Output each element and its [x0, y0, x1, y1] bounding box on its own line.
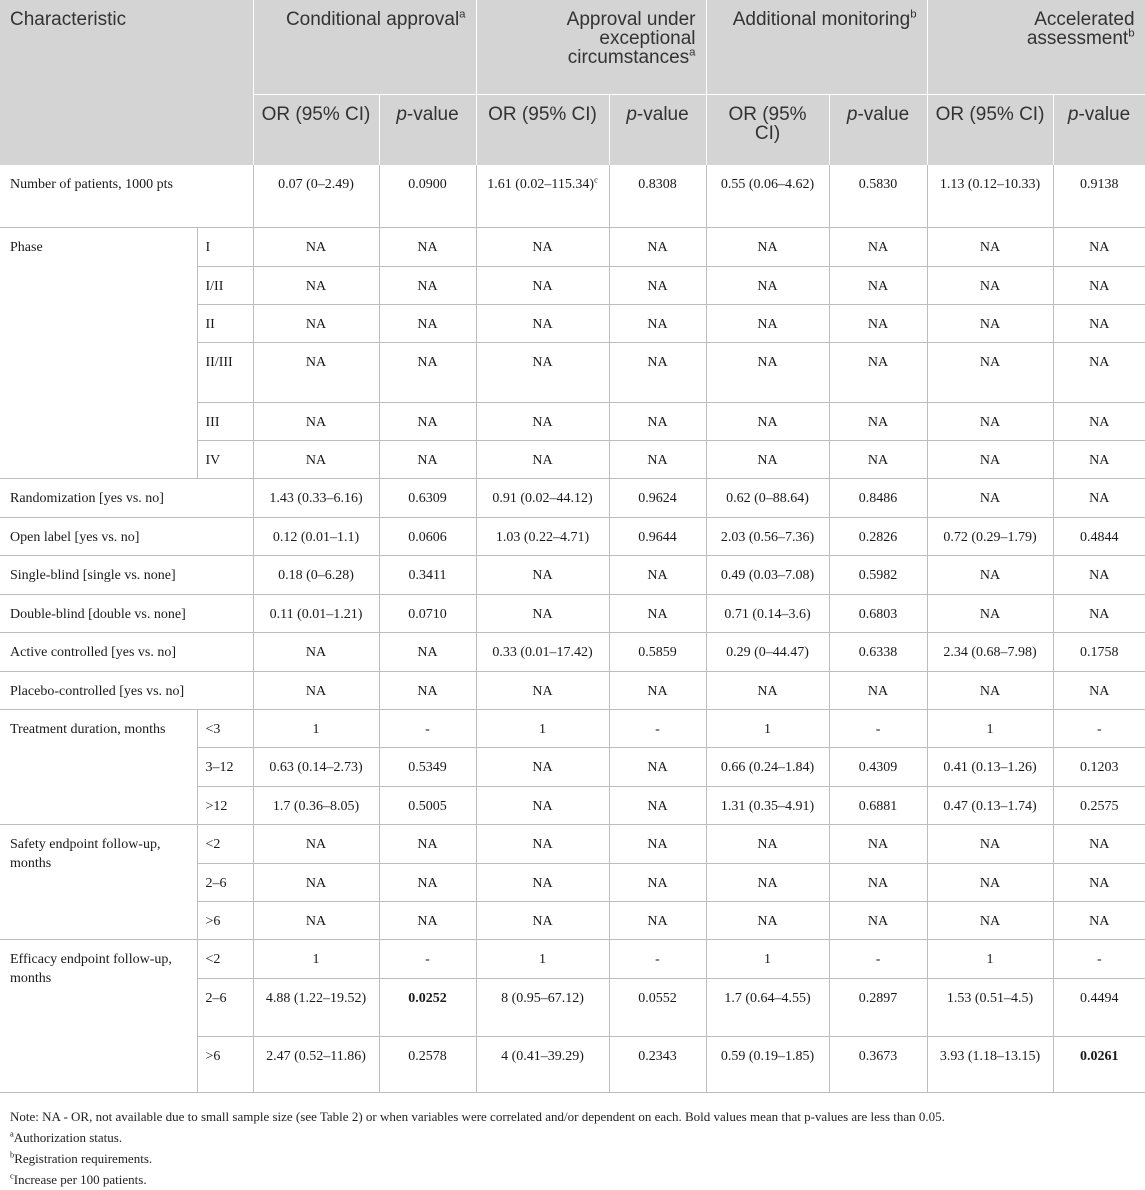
- cell-p: 0.0552: [609, 978, 706, 1036]
- cell-p: -: [609, 709, 706, 747]
- cell-or: 1.03 (0.22–4.71): [476, 517, 609, 555]
- cell-p: 0.5859: [609, 632, 706, 671]
- cell-or: NA: [927, 555, 1053, 594]
- cell-p: NA: [379, 304, 476, 342]
- cell-p: NA: [609, 863, 706, 901]
- cell-p: NA: [829, 342, 927, 402]
- cell-p: 0.8486: [829, 478, 927, 517]
- cell-or: 0.49 (0.03–7.08): [706, 555, 829, 594]
- cell-or: NA: [476, 402, 609, 440]
- row-label: Single-blind [single vs. none]: [0, 555, 253, 594]
- cell-p: NA: [1053, 901, 1145, 939]
- cell-or: NA: [927, 440, 1053, 478]
- table-row: [0, 227, 1145, 266]
- cell-or: NA: [706, 266, 829, 304]
- header-or: OR (95% CI): [476, 94, 609, 165]
- cell-p: 0.8308: [609, 165, 706, 227]
- cell-or: NA: [927, 266, 1053, 304]
- cell-or: 0.62 (0–88.64): [706, 478, 829, 517]
- cell-p: NA: [1053, 342, 1145, 402]
- cell-or: 1.13 (0.12–10.33): [927, 165, 1053, 227]
- cell-p: NA: [1053, 824, 1145, 863]
- cell-p: 0.6338: [829, 632, 927, 671]
- cell-or: 0.59 (0.19–1.85): [706, 1036, 829, 1092]
- cell-or: NA: [253, 863, 379, 901]
- table-row: [0, 632, 1145, 671]
- cell-p: NA: [379, 227, 476, 266]
- cell-p: 0.9138: [1053, 165, 1145, 227]
- header-p-value: p-value: [379, 94, 476, 165]
- cell-or: NA: [253, 632, 379, 671]
- cell-p: 0.3411: [379, 555, 476, 594]
- cell-p: 0.3673: [829, 1036, 927, 1092]
- cell-p: 0.6309: [379, 478, 476, 517]
- row-level: <2: [197, 824, 253, 863]
- row-level: II/III: [197, 342, 253, 402]
- cell-or: NA: [476, 863, 609, 901]
- header-additional-monitoring: Additional monitoring$^b$: [706, 0, 927, 94]
- row-level: IV: [197, 440, 253, 478]
- cell-or: 0.33 (0.01–17.42): [476, 632, 609, 671]
- row-label: Open label [yes vs. no]: [0, 517, 253, 555]
- cell-or: 1: [253, 709, 379, 747]
- cell-or: NA: [927, 478, 1053, 517]
- cell-p: NA: [829, 227, 927, 266]
- cell-or: 0.18 (0–6.28): [253, 555, 379, 594]
- cell-or: NA: [476, 342, 609, 402]
- cell-or: NA: [476, 304, 609, 342]
- cell-p: 0.0606: [379, 517, 476, 555]
- cell-or: 2.47 (0.52–11.86): [253, 1036, 379, 1092]
- cell-p: NA: [379, 824, 476, 863]
- cell-p: NA: [379, 342, 476, 402]
- cell-or: 2.03 (0.56–7.36): [706, 517, 829, 555]
- cell-or: NA: [927, 402, 1053, 440]
- row-level: >12: [197, 786, 253, 824]
- cell-p: NA: [609, 440, 706, 478]
- header-conditional-approval: Conditional approval$^a$: [253, 0, 476, 94]
- cell-or: NA: [253, 824, 379, 863]
- row-level: >6: [197, 1036, 253, 1092]
- cell-p: NA: [609, 304, 706, 342]
- table-row: [0, 709, 1145, 747]
- cell-or: NA: [476, 747, 609, 786]
- row-label: Number of patients, 1000 pts: [0, 165, 253, 227]
- cell-or: NA: [476, 227, 609, 266]
- cell-p: -: [1053, 709, 1145, 747]
- cell-p: 0.2897: [829, 978, 927, 1036]
- row-label: Double-blind [double vs. none]: [0, 594, 253, 632]
- row-label: Phase: [0, 227, 197, 478]
- cell-or: 1.61 $(0.02-115.34)^c$: [476, 165, 609, 227]
- cell-p: 0.5982: [829, 555, 927, 594]
- cell-or: NA: [253, 440, 379, 478]
- row-level: 2–6: [197, 863, 253, 901]
- cell-or: 0.63 (0.14–2.73): [253, 747, 379, 786]
- cell-p: NA: [1053, 227, 1145, 266]
- cell-or: 1: [927, 939, 1053, 978]
- cell-p: 0.2578: [379, 1036, 476, 1092]
- cell-p: -: [609, 939, 706, 978]
- cell-p: NA: [609, 671, 706, 709]
- cell-p: 0.4494: [1053, 978, 1145, 1036]
- cell-p: -: [1053, 939, 1145, 978]
- cell-or: 0.91 (0.02–44.12): [476, 478, 609, 517]
- cell-or: NA: [706, 901, 829, 939]
- cell-or: 4.88 (1.22–19.52): [253, 978, 379, 1036]
- note-b: $^b$Registration requirements.: [10, 1149, 153, 1166]
- cell-p-significant: 0.0261: [1053, 1036, 1145, 1092]
- note-a: $^a$Authorization status.: [10, 1128, 123, 1145]
- cell-or: 8 (0.95–67.12): [476, 978, 609, 1036]
- cell-p: NA: [379, 440, 476, 478]
- cell-p: NA: [829, 304, 927, 342]
- cell-or: NA: [476, 901, 609, 939]
- cell-or: 0.29 (0–44.47): [706, 632, 829, 671]
- cell-p: NA: [609, 555, 706, 594]
- cell-or: NA: [476, 440, 609, 478]
- cell-p: NA: [1053, 440, 1145, 478]
- cell-p: 0.1758: [1053, 632, 1145, 671]
- row-level: >6: [197, 901, 253, 939]
- cell-or: NA: [927, 824, 1053, 863]
- cell-p: NA: [829, 824, 927, 863]
- row-level: 2–6: [197, 978, 253, 1036]
- cell-or: 1: [706, 939, 829, 978]
- cell-p: NA: [829, 402, 927, 440]
- cell-p-significant: 0.0252: [379, 978, 476, 1036]
- cell-p: 0.9624: [609, 478, 706, 517]
- header-or: OR (95% CI): [927, 94, 1053, 165]
- cell-or: 0.12 (0.01–1.1): [253, 517, 379, 555]
- cell-or: NA: [706, 440, 829, 478]
- cell-or: 0.41 (0.13–1.26): [927, 747, 1053, 786]
- row-label: Active controlled [yes vs. no]: [0, 632, 253, 671]
- cell-p: NA: [829, 901, 927, 939]
- cell-p: -: [829, 939, 927, 978]
- row-label: Efficacy endpoint follow-up, months: [0, 939, 197, 1092]
- header-exceptional-circumstances: Approval under exceptional circumstances$^a$: [476, 0, 706, 94]
- header-characteristic: Characteristic: [0, 0, 253, 165]
- cell-or: NA: [253, 304, 379, 342]
- cell-or: 0.72 (0.29–1.79): [927, 517, 1053, 555]
- cell-or: NA: [476, 786, 609, 824]
- row-label: Treatment duration, months: [0, 709, 197, 824]
- row-level: I: [197, 227, 253, 266]
- cell-or: 1: [476, 709, 609, 747]
- table-row: [0, 555, 1145, 594]
- cell-or: 3.93 (1.18–13.15): [927, 1036, 1053, 1092]
- cell-p: NA: [609, 786, 706, 824]
- cell-p: NA: [829, 266, 927, 304]
- cell-or: 0.55 (0.06–4.62): [706, 165, 829, 227]
- row-label: Randomization [yes vs. no]: [0, 478, 253, 517]
- cell-or: NA: [706, 824, 829, 863]
- cell-or: NA: [253, 227, 379, 266]
- cell-p: NA: [379, 671, 476, 709]
- cell-or: NA: [253, 402, 379, 440]
- cell-or: 1: [927, 709, 1053, 747]
- cell-p: 0.4844: [1053, 517, 1145, 555]
- cell-or: NA: [476, 594, 609, 632]
- cell-p: NA: [1053, 555, 1145, 594]
- cell-or: 1: [706, 709, 829, 747]
- table-row: [0, 517, 1145, 555]
- cell-or: 1.53 (0.51–4.5): [927, 978, 1053, 1036]
- cell-or: NA: [253, 901, 379, 939]
- cell-p: -: [829, 709, 927, 747]
- header-or: OR (95% CI): [706, 94, 829, 165]
- cell-or: NA: [927, 304, 1053, 342]
- cell-p: NA: [1053, 402, 1145, 440]
- cell-p: 0.5830: [829, 165, 927, 227]
- cell-or: 1: [476, 939, 609, 978]
- cell-or: NA: [927, 342, 1053, 402]
- note-main: Note: NA - OR, not available due to small sample size (see Table 2) or when variables were correlated and/or dependent on each. Bold values mean that p-values are less than 0.05.: [10, 1109, 945, 1124]
- cell-or: NA: [476, 555, 609, 594]
- cell-or: 1.7 (0.36–8.05): [253, 786, 379, 824]
- cell-p: 0.0710: [379, 594, 476, 632]
- cell-p: 0.2343: [609, 1036, 706, 1092]
- cell-or: NA: [927, 594, 1053, 632]
- cell-or: NA: [253, 266, 379, 304]
- cell-or: NA: [476, 824, 609, 863]
- cell-or: NA: [927, 227, 1053, 266]
- cell-or: NA: [253, 342, 379, 402]
- cell-or: NA: [706, 863, 829, 901]
- cell-p: 0.5349: [379, 747, 476, 786]
- cell-or: 1.43 (0.33–6.16): [253, 478, 379, 517]
- cell-or: 2.34 (0.68–7.98): [927, 632, 1053, 671]
- cell-p: NA: [1053, 671, 1145, 709]
- header-p-value: p-value: [609, 94, 706, 165]
- cell-or: NA: [706, 671, 829, 709]
- cell-p: -: [379, 709, 476, 747]
- cell-or: 0.47 (0.13–1.74): [927, 786, 1053, 824]
- cell-or: 1.7 (0.64–4.55): [706, 978, 829, 1036]
- row-level: III: [197, 402, 253, 440]
- row-label: Placebo-controlled [yes vs. no]: [0, 671, 253, 709]
- cell-p: NA: [829, 863, 927, 901]
- cell-p: NA: [609, 402, 706, 440]
- table-row: [0, 478, 1145, 517]
- table-notes: [10, 1106, 1135, 1190]
- cell-p: NA: [1053, 478, 1145, 517]
- cell-p: NA: [609, 342, 706, 402]
- cell-p: 0.6803: [829, 594, 927, 632]
- cell-or: NA: [706, 402, 829, 440]
- cell-or: 0.71 (0.14–3.6): [706, 594, 829, 632]
- cell-p: NA: [1053, 266, 1145, 304]
- cell-or: NA: [927, 901, 1053, 939]
- cell-or: NA: [706, 304, 829, 342]
- cell-or: NA: [253, 671, 379, 709]
- header-p-value: p-value: [1053, 94, 1145, 165]
- cell-p: NA: [609, 824, 706, 863]
- cell-or: 1: [253, 939, 379, 978]
- cell-p: NA: [609, 594, 706, 632]
- cell-p: 0.1203: [1053, 747, 1145, 786]
- cell-p: 0.0900: [379, 165, 476, 227]
- cell-p: NA: [609, 747, 706, 786]
- cell-p: 0.9644: [609, 517, 706, 555]
- cell-or: 0.11 (0.01–1.21): [253, 594, 379, 632]
- cell-p: 0.4309: [829, 747, 927, 786]
- row-level: <3: [197, 709, 253, 747]
- cell-or: NA: [927, 863, 1053, 901]
- cell-or: NA: [476, 671, 609, 709]
- cell-or: 1.31 (0.35–4.91): [706, 786, 829, 824]
- cell-p: NA: [609, 901, 706, 939]
- cell-p: NA: [1053, 863, 1145, 901]
- cell-p: NA: [379, 402, 476, 440]
- header-accelerated-assessment: Accelerated assessment$^b$: [927, 0, 1145, 94]
- cell-or: NA: [706, 227, 829, 266]
- table-row: [0, 824, 1145, 863]
- cell-p: NA: [1053, 594, 1145, 632]
- row-label: Safety endpoint follow-up, months: [0, 824, 197, 939]
- table-row: [0, 939, 1145, 978]
- cell-p: NA: [379, 632, 476, 671]
- note-c: $^c$Increase per 100 patients.: [10, 1170, 147, 1187]
- header-p-value: p-value: [829, 94, 927, 165]
- cell-p: NA: [379, 863, 476, 901]
- cell-or: 0.07 (0–2.49): [253, 165, 379, 227]
- cell-or: NA: [476, 266, 609, 304]
- cell-p: 0.6881: [829, 786, 927, 824]
- cell-or: NA: [927, 671, 1053, 709]
- row-level: I/II: [197, 266, 253, 304]
- header-or: OR (95% CI): [253, 94, 379, 165]
- row-level: 3–12: [197, 747, 253, 786]
- cell-p: 0.2826: [829, 517, 927, 555]
- table-row: [0, 671, 1145, 709]
- table-row: [0, 165, 1145, 227]
- cell-p: NA: [1053, 304, 1145, 342]
- cell-p: NA: [609, 266, 706, 304]
- row-level: II: [197, 304, 253, 342]
- cell-p: NA: [609, 227, 706, 266]
- cell-p: NA: [829, 671, 927, 709]
- cell-p: NA: [829, 440, 927, 478]
- cell-p: NA: [379, 266, 476, 304]
- cell-or: 4 (0.41–39.29): [476, 1036, 609, 1092]
- cell-p: 0.5005: [379, 786, 476, 824]
- cell-p: 0.2575: [1053, 786, 1145, 824]
- table-row: [0, 594, 1145, 632]
- row-level: <2: [197, 939, 253, 978]
- cell-p: -: [379, 939, 476, 978]
- cell-or: NA: [706, 342, 829, 402]
- cell-p: NA: [379, 901, 476, 939]
- cell-or: 0.66 (0.24–1.84): [706, 747, 829, 786]
